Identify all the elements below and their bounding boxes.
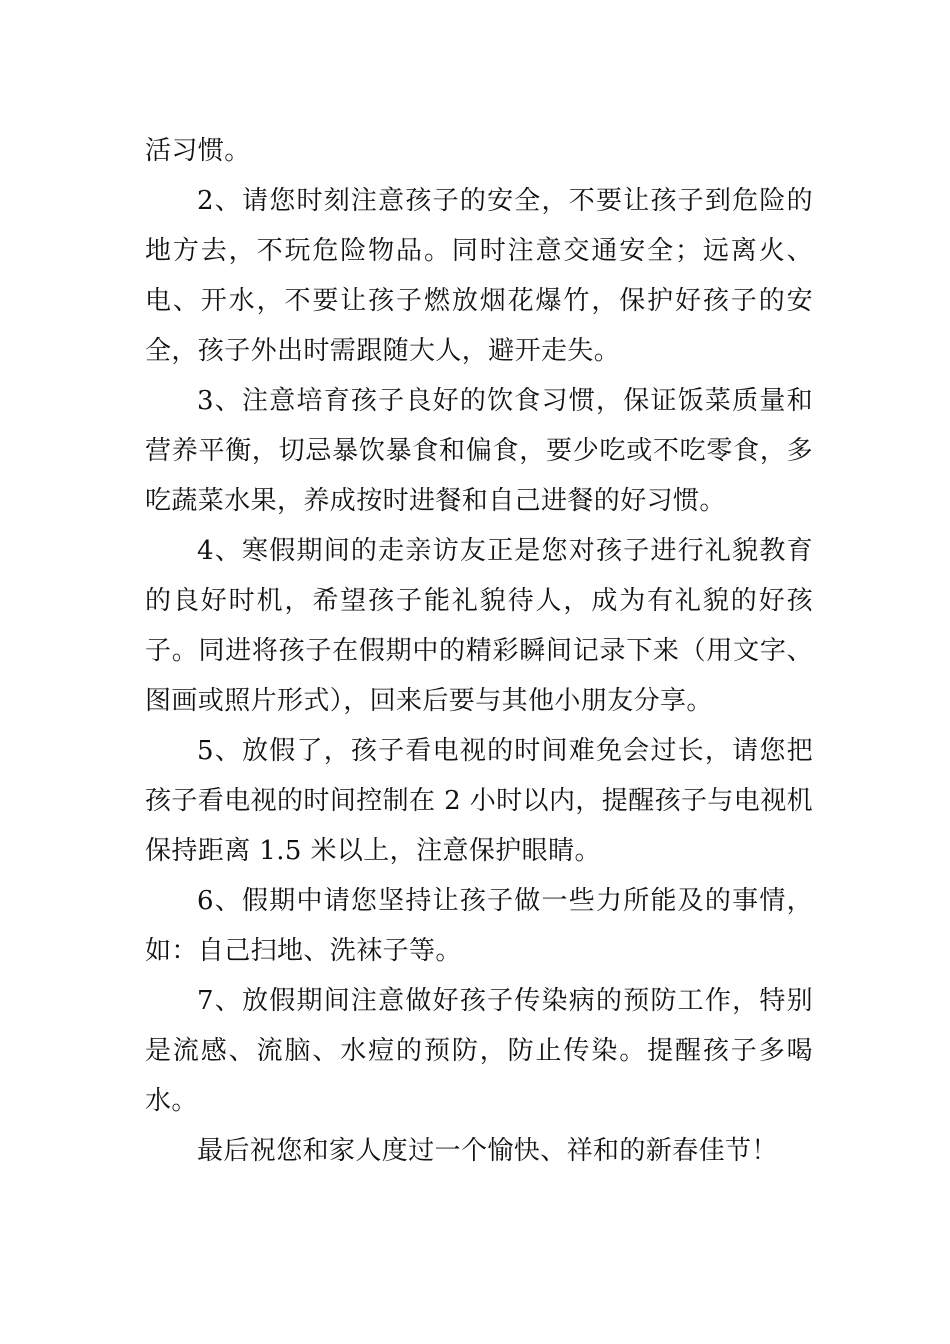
paragraph-continuation: 活习惯。	[145, 136, 251, 166]
paragraph-item-2: 2、请您时刻注意孩子的安全，不要让孩子到危险的地方去，不玩危险物品。同时注意交通安全；远离火、电、开水，不要让孩子燃放烟花爆竹，保护好孩子的安全，孩子外出时需跟随大人，避开走失。	[145, 186, 813, 366]
paragraph-item-6: 6、假期中请您坚持让孩子做一些力所能及的事情，如：自己扫地、洗袜子等。	[145, 886, 813, 966]
paragraph-item-3: 3、注意培育孩子良好的饮食习惯，保证饭菜质量和营养平衡，切忌暴饮暴食和偏食，要少吃或不吃零食，多吃蔬菜水果，养成按时进餐和自己进餐的好习惯。	[145, 386, 813, 516]
document-body	[145, 126, 813, 1176]
paragraph-item-5: 5、放假了，孩子看电视的时间难免会过长，请您把孩子看电视的时间控制在 2 小时以内，提醒孩子与电视机保持距离 1.5 米以上，注意保护眼睛。	[145, 736, 813, 866]
paragraph-item-4: 4、寒假期间的走亲访友正是您对孩子进行礼貌教育的良好时机，希望孩子能礼貌待人，成为有礼貌的好孩子。同进将孩子在假期中的精彩瞬间记录下来（用文字、图画或照片形式），回来后要与其他小朋友分享。	[145, 536, 813, 716]
closing-greeting: 最后祝您和家人度过一个愉快、祥和的新春佳节！	[197, 1136, 778, 1166]
paragraph-item-7: 7、放假期间注意做好孩子传染病的预防工作，特别是流感、流脑、水痘的预防，防止传染。提醒孩子多喝水。	[145, 986, 813, 1116]
